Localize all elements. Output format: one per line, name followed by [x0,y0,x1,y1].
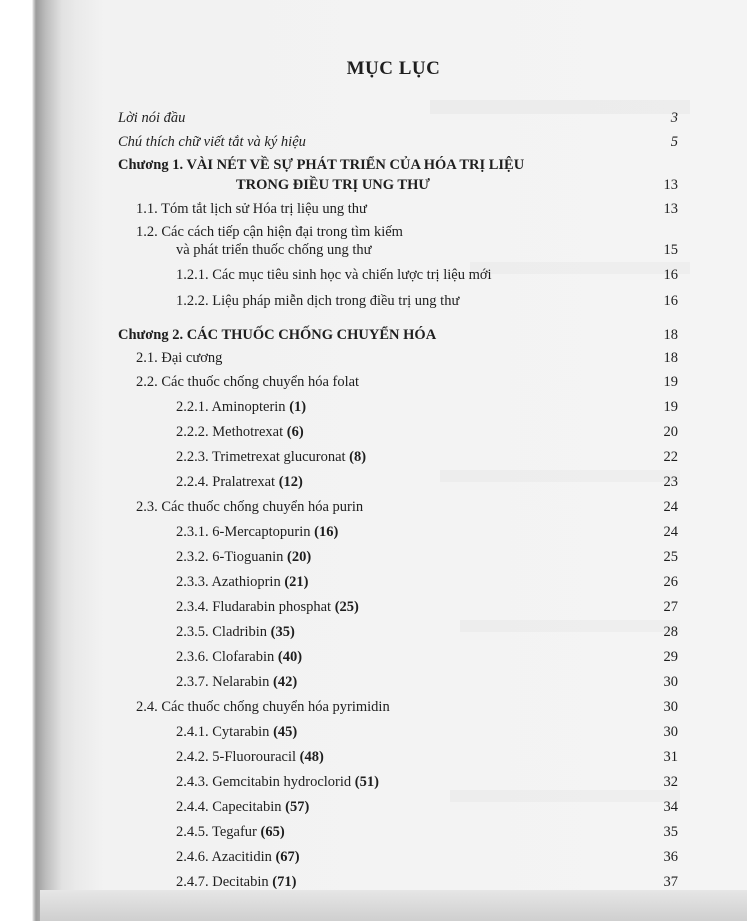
toc-entry [118,522,678,542]
toc-compound-ref: (20) [287,549,312,565]
toc-entry-text: 2.2.1. Aminopterin [176,399,286,415]
toc-entry [118,697,678,717]
toc-page-number: 13 [663,177,678,193]
toc-entry-text: 2.4.5. Tegafur [176,824,257,840]
toc-entry-text: 2.4.2. 5-Fluorouracil [176,749,297,765]
toc-entry-text: 2.2.4. Pralatrexat [176,474,276,490]
toc-entry [118,772,678,792]
toc-compound-ref: (48) [299,749,324,765]
toc-page-number: 37 [663,874,678,890]
toc-page-number: 16 [663,267,678,283]
toc-compound-ref: (16) [314,524,339,540]
toc-entry-text: 2.4.4. Capecitabin [176,799,282,815]
toc-entry [118,572,678,592]
toc-entry [118,597,678,617]
toc-entry [118,265,678,285]
toc-entry [118,622,678,642]
toc-entry [118,472,678,492]
toc-entry-text: 2.4.7. Decitabin [176,874,269,890]
toc-entry-text: 2.4.1. Cytarabin [176,724,270,740]
toc-entry [118,547,678,567]
toc-entry [118,872,678,892]
toc-entry-text: 2.3.1. 6-Mercaptopurin [176,524,311,540]
toc-compound-ref: (12) [278,474,303,490]
toc-page-number: 16 [663,293,678,309]
toc-compound-ref: (57) [285,799,310,815]
toc-page-number: 19 [663,374,678,390]
toc-entry-text: 1.2. Các cách tiếp cận hiện đại trong tìm kiếm [136,224,403,240]
toc-compound-ref: (51) [354,774,379,790]
toc-page-number: 23 [663,474,678,490]
toc-entry-text: 2.4.3. Gemcitabin hydroclorid [176,774,352,790]
toc-entry [118,847,678,867]
toc-entry-text: 2.1. Đại cương [136,350,223,366]
toc-compound-ref: (71) [272,874,297,890]
toc-entry-text-continued: TRONG ĐIỀU TRỊ UNG THƯ [236,177,430,193]
toc-chapter-entry [118,155,678,195]
toc-page-number: 28 [663,624,678,640]
toc-entry [118,223,678,259]
toc-entry [118,422,678,442]
toc-compound-ref: (35) [270,624,295,640]
toc-page-number: 35 [663,824,678,840]
toc-compound-ref: (40) [277,649,303,665]
toc-entry [118,447,678,467]
toc-page-number: 24 [663,524,678,540]
toc-entry-text: Chương 1. VÀI NÉT VỀ SỰ PHÁT TRIỂN CỦA HÓA TRỊ LIỆU [118,157,525,173]
toc-page-number: 36 [663,849,678,865]
toc-entry [118,797,678,817]
table-of-contents [118,108,678,892]
toc-entry-text: 2.2.3. Trimetrexat glucuronat [176,449,346,465]
toc-entry [118,372,678,392]
toc-entry [118,108,678,128]
toc-entry [118,647,678,667]
toc-page-number: 31 [663,749,678,765]
toc-page-number: 26 [663,574,678,590]
toc-page-number: 22 [663,449,678,465]
toc-entry [118,672,678,692]
toc-entry-text: 2.3.7. Nelarabin [176,674,270,690]
toc-page-number: 15 [663,242,678,258]
toc-page-number: 30 [663,724,678,740]
toc-page-number: 27 [663,599,678,615]
toc-chapter-entry [118,325,678,345]
toc-entry-text: 1.2.1. Các mục tiêu sinh học và chiến lược trị liệu mới [176,267,492,283]
page-bottom-shadow [40,890,747,921]
toc-page-number: 30 [663,699,678,715]
toc-entry [118,348,678,368]
toc-entry-text: 1.1. Tóm tắt lịch sử Hóa trị liệu ung thư [136,201,367,217]
toc-entry-text: Lời nói đầu [118,110,186,126]
toc-entry-text-continued: và phát triển thuốc chống ung thư [176,242,372,258]
toc-compound-ref: (65) [260,824,285,840]
toc-entry-text: 2.3.6. Clofarabin [176,649,275,665]
toc-page-number: 32 [663,774,678,790]
page-title: MỤC LỤC [346,58,441,79]
toc-entry-text: 2.3.4. Fludarabin phosphat [176,599,332,615]
toc-page-number: 18 [663,327,678,343]
toc-entry-text: 2.4. Các thuốc chống chuyển hóa pyrimidin [136,699,390,715]
toc-entry-text: 2.2.2. Methotrexat [176,424,284,440]
toc-page-number: 20 [663,424,678,440]
toc-entry-text: 2.2. Các thuốc chống chuyển hóa folat [136,374,360,390]
toc-page-number: 3 [670,110,678,126]
toc-entry [118,822,678,842]
toc-compound-ref: (42) [273,674,298,690]
toc-entry [118,199,678,219]
toc-page-number: 18 [663,350,678,366]
toc-page-number: 25 [663,549,678,565]
book-spine-shadow [0,0,85,921]
toc-entry-text: 2.3.2. 6-Tioguanin [176,549,284,565]
toc-page-number: 24 [663,499,678,515]
toc-entry-text: 1.2.2. Liệu pháp miễn dịch trong điều trị ung thư [176,293,460,309]
toc-page-number: 34 [663,799,678,815]
toc-compound-ref: (67) [275,849,300,865]
toc-page-number: 5 [670,134,678,150]
toc-entry [118,747,678,767]
toc-compound-ref: (1) [289,399,307,415]
toc-entry-text: 2.4.6. Azacitidin [176,849,272,865]
toc-compound-ref: (25) [334,599,359,615]
toc-entry-text: Chú thích chữ viết tắt và ký hiệu [118,134,306,150]
toc-entry [118,132,678,152]
toc-entry [118,497,678,517]
toc-page-number: 29 [663,649,678,665]
toc-compound-ref: (45) [273,724,298,740]
toc-entry [118,291,678,311]
toc-entry [118,397,678,417]
toc-entry-text: 2.3.3. Azathioprin [176,574,281,590]
toc-page-number: 30 [663,674,678,690]
toc-page-number: 13 [663,201,678,217]
toc-entry-text: Chương 2. CÁC THUỐC CHỐNG CHUYỂN HÓA [118,327,437,343]
toc-compound-ref: (8) [349,449,367,465]
toc-compound-ref: (6) [286,424,304,440]
toc-entry-text: 2.3. Các thuốc chống chuyển hóa purin [136,499,364,515]
toc-compound-ref: (21) [284,574,309,590]
toc-entry-text: 2.3.5. Cladribin [176,624,268,640]
toc-entry [118,722,678,742]
toc-page-number: 19 [663,399,678,415]
